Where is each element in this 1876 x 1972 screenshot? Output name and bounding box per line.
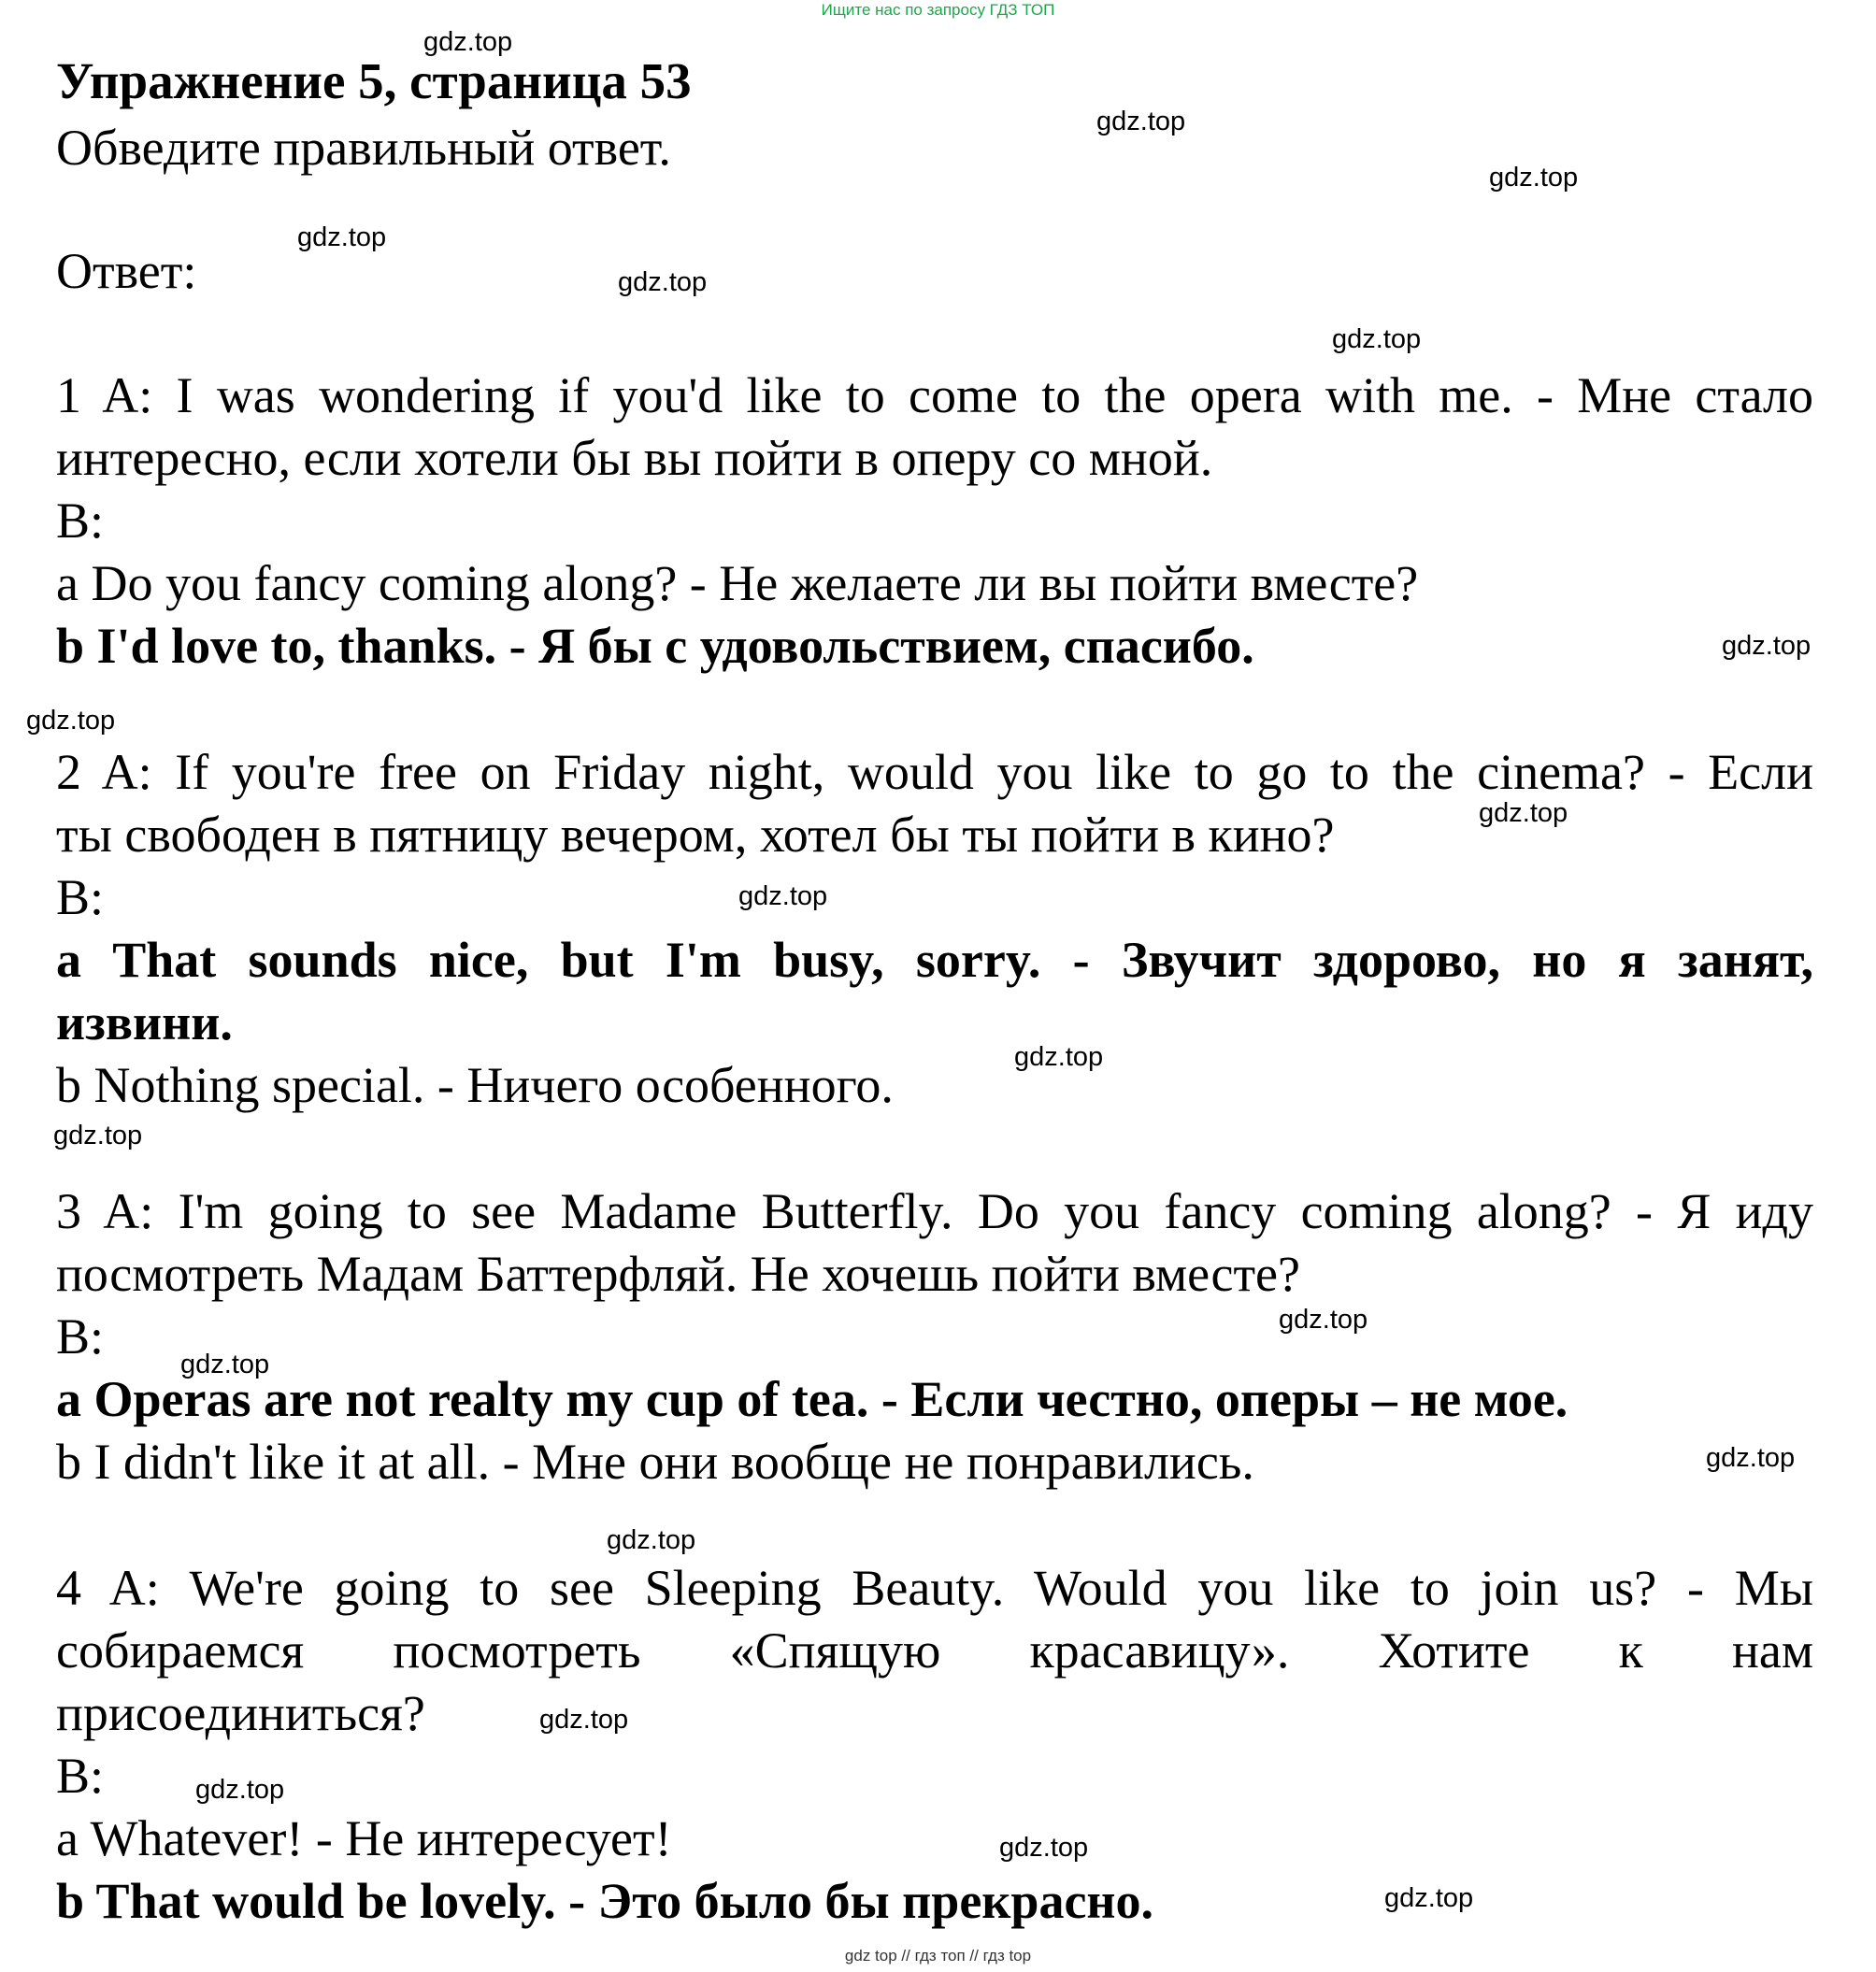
watermark: gdz.top: [53, 1121, 143, 1150]
q1-option-a: a Do you fancy coming along? - Не желаете ли вы пойти вместе?: [56, 555, 1419, 611]
watermark: gdz.top: [607, 1525, 696, 1555]
q1-question-line1: 1 A: I was wondering if you'd like to come to the opera with me. - Мне стало: [56, 367, 1813, 423]
watermark: gdz.top: [1479, 798, 1568, 828]
q2-question-line1: 2 A: If you're free on Friday night, would you like to go to the cinema? - Если: [56, 744, 1813, 800]
q4-question-line1: 4 A: We're going to see Sleeping Beauty. Would you like to join us? - Мы: [56, 1560, 1813, 1616]
q4-b-label: B:: [56, 1748, 105, 1804]
q4-option-a: a Whatever! - Не интересует!: [56, 1810, 672, 1866]
q2-option-a-correct-line1: a That sounds nice, but I'm busy, sorry. - Звучит здорово, но я занят,: [56, 932, 1813, 988]
watermark: gdz.top: [1279, 1305, 1368, 1335]
footer-banner: gdz top // гдз топ // гдз top: [844, 1947, 1032, 1965]
exercise-title: Упражнение 5, страница 53: [56, 52, 692, 109]
q3-question-line2: посмотреть Мадам Баттерфляй. Не хочешь пойти вместе?: [56, 1246, 1300, 1302]
watermark: gdz.top: [738, 881, 828, 911]
header-banner: Ищите нас по запросу ГДЗ ТОП: [821, 1, 1055, 19]
q4-question-line2: собираемся посмотреть «Спящую красавицу». Хотите к нам: [56, 1622, 1813, 1679]
watermark: gdz.top: [999, 1833, 1089, 1863]
q3-option-b: b I didn't like it at all. - Мне они вообще не понравились.: [56, 1434, 1254, 1490]
watermark: gdz.top: [297, 222, 387, 252]
q3-option-a-correct: a Operas are not realty my cup of tea. - Если честно, оперы – не мое.: [56, 1371, 1568, 1427]
watermark: gdz.top: [423, 27, 513, 57]
watermark: gdz.top: [180, 1350, 270, 1379]
watermark: gdz.top: [195, 1775, 285, 1805]
q3-b-label: B:: [56, 1308, 105, 1365]
q2-question-line2: ты свободен в пятницу вечером, хотел бы ты пойти в кино?: [56, 807, 1335, 863]
watermark: gdz.top: [1384, 1883, 1474, 1913]
q1-b-label: B:: [56, 493, 105, 549]
watermark: gdz.top: [26, 706, 116, 736]
watermark: gdz.top: [1722, 631, 1812, 661]
instruction-text: Обведите правильный ответ.: [56, 120, 671, 176]
watermark: gdz.top: [1332, 324, 1422, 354]
q4-question-line3: присоединиться?: [56, 1685, 425, 1741]
q1-option-b-correct: b I'd love to, thanks. - Я бы с удовольствием, спасибо.: [56, 618, 1254, 674]
watermark: gdz.top: [1706, 1443, 1796, 1473]
q4-option-b-correct: b That would be lovely. - Это было бы прекрасно.: [56, 1873, 1154, 1929]
q1-question-line2: интересно, если хотели бы вы пойти в оперу со мной.: [56, 430, 1213, 486]
q2-b-label: B:: [56, 869, 105, 925]
q3-question-line1: 3 A: I'm going to see Madame Butterfly. Do you fancy coming along? - Я иду: [56, 1183, 1813, 1239]
watermark: gdz.top: [618, 267, 708, 297]
watermark: gdz.top: [1096, 107, 1186, 136]
watermark: gdz.top: [539, 1705, 629, 1735]
watermark: gdz.top: [1014, 1042, 1104, 1072]
q2-option-a-correct-line2: извини.: [56, 994, 233, 1050]
q2-option-b: b Nothing special. - Ничего особенного.: [56, 1057, 894, 1113]
watermark: gdz.top: [1489, 163, 1579, 193]
answer-label: Ответ:: [56, 243, 197, 299]
